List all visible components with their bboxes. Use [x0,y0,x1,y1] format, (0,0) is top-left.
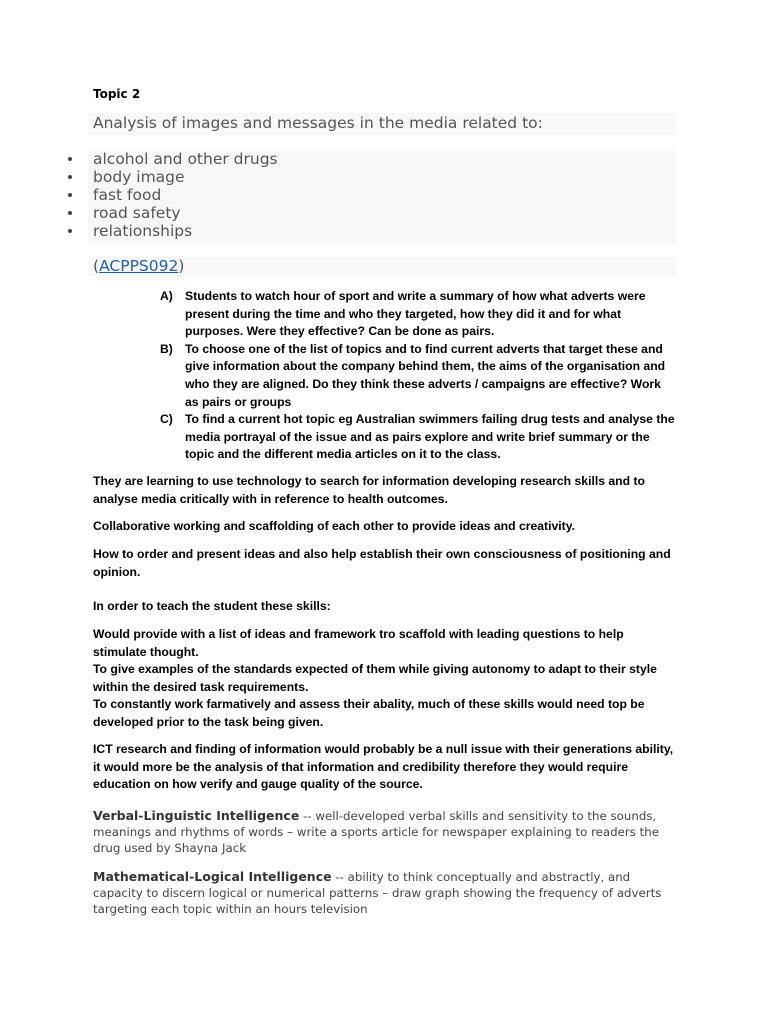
list-item-text: body image [93,168,185,186]
bullet-icon [68,193,72,197]
intelligence-name: Verbal-Linguistic Intelligence [93,808,300,823]
curriculum-code [93,257,184,275]
intelligence-name: Mathematical-Logical Intelligence [93,869,332,884]
list-item-text: alcohol and other drugs [93,150,278,168]
paragraph-collaborative: Collaborative working and scaffolding of each other to provide ideas and creativity. [93,519,575,533]
task-letter: C) [160,412,173,427]
task-item [160,341,675,411]
bullet-icon [68,211,72,215]
code-close-paren: ) [178,257,185,275]
list-item-text: fast food [93,186,162,204]
intelligence-description: -- ability to think conceptually and abstractly, and capacity to discern logical or numerical patterns – draw graph showing the frequency of adverts targeting each topic within an hours television [93,870,662,916]
task-item [160,411,675,464]
task-item [160,288,675,341]
list-item [68,222,278,240]
task-text: To find a current hot topic eg Australian swimmers failing drug tests and analyse the media portrayal of the issue and as pairs explore and write brief summary or the topic and the different media articles on it to the class. [185,412,675,462]
list-item-text: relationships [93,222,193,240]
paragraph-provide-list: Would provide with a list of ideas and framework tro scaffold with leading questions to help stimulate thought. [93,627,624,659]
list-item [68,168,278,186]
paragraph-teach-heading: In order to teach the student these skills: [93,599,331,613]
bullet-icon [68,157,72,161]
paragraph-learning: They are learning to use technology to search for information developing research skills and to analyse media critically with in reference to health outcomes. [93,474,645,506]
topic-list [68,150,278,240]
bullet-icon [68,229,72,233]
curriculum-code-link[interactable]: ACPPS092 [99,257,179,275]
intelligence-verbal [93,808,678,856]
paragraph-formative: To constantly work farmatively and assess their abality, much of these skills would need top be developed prior to the task being given. [93,697,645,729]
task-letter: A) [160,289,173,303]
list-item [68,204,278,222]
section-heading: Analysis of images and messages in the media related to: [93,114,543,132]
paragraph-ict: ICT research and finding of information would probably be a null issue with their generations ability, it would more be the analysis of that information and credibility therefore they would require education on how verify and gauge quality of the source. [93,742,674,792]
list-item [68,150,278,168]
code-open-paren: ( [93,257,100,275]
intelligence-description: -- well-developed verbal skills and sensitivity to the sounds, meanings and rhythms of words – write a sports article for newspaper explaining to readers the drug used by Shayna Jack [93,809,660,855]
task-list [160,288,675,464]
list-item [68,186,278,204]
intelligence-mathematical [93,869,678,917]
task-letter: B) [160,341,173,356]
paragraph-ordering: How to order and present ideas and also help establish their own consciousness of positioning and opinion. [93,547,671,579]
bullet-icon [68,175,72,179]
task-text: Students to watch hour of sport and write a summary of how what adverts were present during the time and who they targeted, how they did it and for what purposes. Were they effective? Can be done as pairs. [185,289,646,339]
list-item-text: road safety [93,204,181,222]
task-text: To choose one of the list of topics and to find current adverts that target these and give information about the company behind them, the aims of the organisation and who they are aligned. Do they think these adverts / campaigns are effective? Work as pairs or groups [185,341,666,409]
topic-label: Topic 2 [93,87,141,101]
paragraph-examples: To give examples of the standards expected of them while giving autonomy to adapt to their style within the desired task requirements. [93,662,657,694]
